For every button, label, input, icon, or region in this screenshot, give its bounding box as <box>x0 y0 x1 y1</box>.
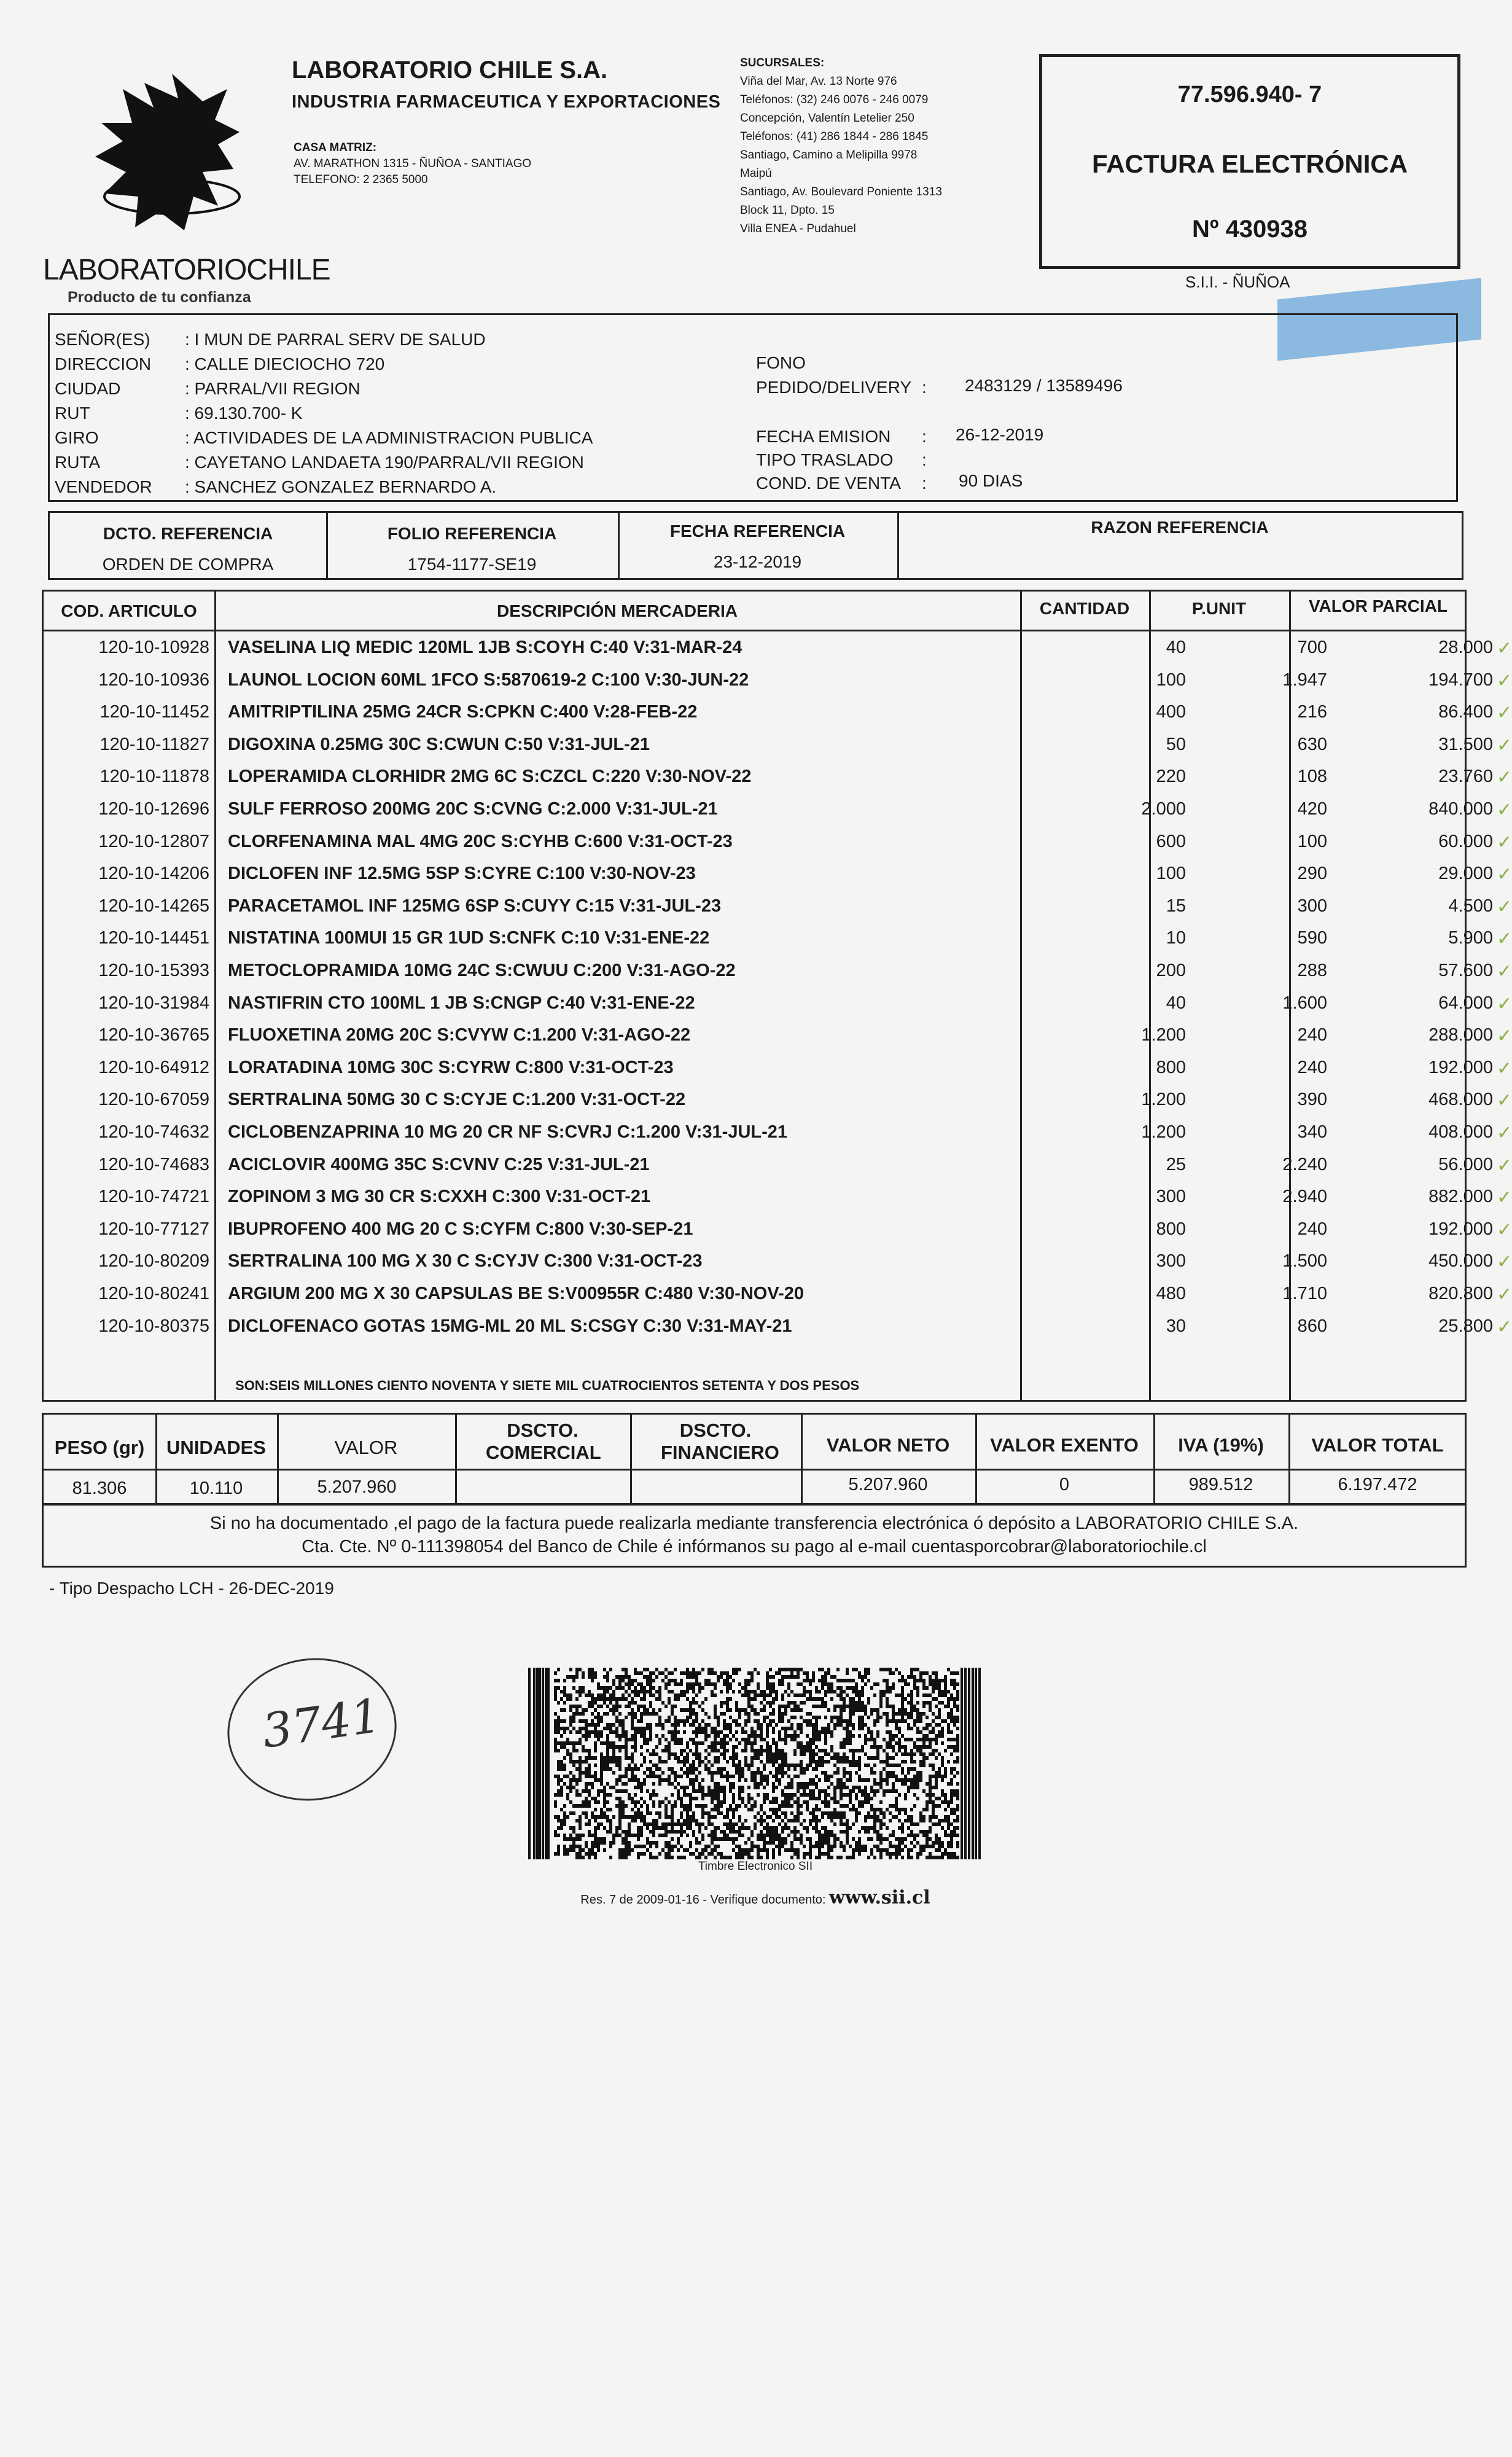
client-giro: : ACTIVIDADES DE LA ADMINISTRACION PUBLICA <box>185 428 593 447</box>
son-amount-words: SON:SEIS MILLONES CIENTO NOVENTA Y SIETE MIL CUATROCIENTOS SETENTA Y DOS PESOS <box>235 1378 860 1393</box>
item-partial-value: 288.000 <box>1428 1025 1493 1045</box>
item-unit-price: 240 <box>1297 1025 1327 1045</box>
tot-header-dscto-financiero: DSCTO. FINANCIERO <box>661 1420 779 1463</box>
check-mark-icon: ✓ <box>1497 1058 1512 1079</box>
tipo-despacho: - Tipo Despacho LCH - 26-DEC-2019 <box>49 1579 334 1598</box>
table-row <box>44 826 1512 857</box>
item-description: DICLOFEN INF 12.5MG 5SP S:CYRE C:100 V:30-NOV-23 <box>228 864 696 884</box>
client-city: : PARRAL/VII REGION <box>185 379 360 398</box>
pedido-colon: : <box>922 378 927 397</box>
item-unit-price: 288 <box>1297 961 1327 980</box>
invoice-number: Nº 430938 <box>1191 216 1308 243</box>
tot-header-valor-total: VALOR TOTAL <box>1311 1434 1444 1456</box>
col-header-punit: P.UNIT <box>1191 599 1247 618</box>
company-name: LABORATORIO CHILE S.A. <box>292 57 608 84</box>
griffin-logo-icon <box>86 64 258 236</box>
table-row <box>44 987 1512 1019</box>
document-title: FACTURA ELECTRÓNICA <box>1091 149 1408 178</box>
table-row <box>44 631 1512 663</box>
item-partial-value: 31.500 <box>1438 734 1493 754</box>
tot-unidades: 10.110 <box>189 1478 243 1498</box>
check-mark-icon: ✓ <box>1497 1155 1512 1176</box>
item-partial-value: 25.800 <box>1438 1316 1493 1336</box>
table-row <box>44 890 1512 922</box>
item-unit-price: 700 <box>1297 638 1327 657</box>
check-mark-icon: ✓ <box>1497 896 1512 917</box>
item-quantity: 40 <box>1166 638 1186 657</box>
check-mark-icon: ✓ <box>1497 1252 1512 1273</box>
sii-link[interactable]: www.sii.cl <box>829 1887 930 1908</box>
item-code: 120-10-74721 <box>98 1187 209 1207</box>
item-code: 120-10-74683 <box>98 1154 209 1174</box>
client-vendedor: : SANCHEZ GONZALEZ BERNARDO A. <box>185 477 497 496</box>
tot-header-unidades: UNIDADES <box>166 1437 266 1458</box>
table-row <box>44 760 1512 792</box>
sii-office: S.I.I. - ÑUÑOA <box>1185 273 1290 291</box>
item-quantity: 2.000 <box>1141 799 1186 819</box>
sucursal-line: Teléfonos: (32) 246 0076 - 246 0079 <box>740 93 929 106</box>
item-quantity: 1.200 <box>1141 1122 1186 1142</box>
item-partial-value: 64.000 <box>1438 993 1493 1013</box>
fono-label: FONO <box>756 353 806 372</box>
pdf417-barcode-icon <box>528 1668 983 1859</box>
client-label: GIRO <box>55 428 99 447</box>
company-subtitle: INDUSTRIA FARMACEUTICA Y EXPORTACIONES <box>292 92 721 112</box>
item-unit-price: 390 <box>1297 1090 1327 1110</box>
check-mark-icon: ✓ <box>1497 638 1512 658</box>
item-unit-price: 1.710 <box>1282 1284 1327 1303</box>
tot-valor-exento: 0 <box>1059 1475 1070 1494</box>
client-ruta: : CAYETANO LANDAETA 190/PARRAL/VII REGION <box>185 453 584 472</box>
col-header-valor-parcial: VALOR PARCIAL <box>1308 596 1448 615</box>
items-table <box>42 590 1512 1402</box>
handwritten-circle <box>218 1647 405 1811</box>
item-description: LORATADINA 10MG 30C S:CYRW C:800 V:31-OCT-23 <box>228 1057 674 1077</box>
item-description: AMITRIPTILINA 25MG 24CR S:CPKN C:400 V:28-FEB-22 <box>228 702 698 722</box>
item-quantity: 600 <box>1156 831 1186 851</box>
item-description: CLORFENAMINA MAL 4MG 20C S:CYHB C:600 V:31-OCT-23 <box>228 831 733 851</box>
check-mark-icon: ✓ <box>1497 993 1512 1014</box>
item-unit-price: 1.600 <box>1282 993 1327 1013</box>
item-code: 120-10-80375 <box>98 1316 209 1336</box>
tagline: Producto de tu confianza <box>68 289 251 306</box>
item-code: 120-10-77127 <box>98 1219 209 1239</box>
item-unit-price: 290 <box>1297 864 1327 884</box>
item-description: ZOPINOM 3 MG 30 CR S:CXXH C:300 V:31-OCT-21 <box>228 1187 651 1207</box>
check-mark-icon: ✓ <box>1497 1219 1512 1240</box>
sucursal-line: Block 11, Dpto. 15 <box>740 204 835 217</box>
table-row <box>44 1245 1512 1277</box>
tot-header-valor: VALOR <box>334 1437 398 1458</box>
item-code: 120-10-11827 <box>99 734 209 754</box>
fecha-colon: : <box>922 427 927 446</box>
check-mark-icon: ✓ <box>1497 800 1512 820</box>
item-unit-price: 340 <box>1297 1122 1327 1142</box>
tot-header-dscto-comercial: DSCTO. COMERCIAL <box>486 1420 601 1463</box>
client-values <box>185 327 799 499</box>
item-description: SERTRALINA 50MG 30 C S:CYJE C:1.200 V:31-OCT-22 <box>228 1090 686 1110</box>
tot-header-iva: IVA (19%) <box>1178 1434 1264 1456</box>
item-description: DICLOFENACO GOTAS 15MG-ML 20 ML S:CSGY C:30 V:31-MAY-21 <box>228 1316 792 1336</box>
item-description: FLUOXETINA 20MG 20C S:CVYW C:1.200 V:31-AGO-22 <box>228 1025 691 1045</box>
item-quantity: 400 <box>1156 702 1186 722</box>
client-box <box>48 313 1458 502</box>
item-quantity: 15 <box>1166 896 1186 916</box>
totals-table <box>42 1413 1467 1505</box>
matriz-label: CASA MATRIZ: <box>294 141 377 154</box>
table-row <box>44 1084 1512 1115</box>
sucursal-line: Santiago, Camino a Melipilla 9978 <box>740 149 918 162</box>
item-unit-price: 100 <box>1297 831 1327 851</box>
sucursal-line: Santiago, Av. Boulevard Poniente 1313 <box>740 186 942 198</box>
item-unit-price: 240 <box>1297 1057 1327 1077</box>
check-mark-icon: ✓ <box>1497 961 1512 982</box>
client-label: RUTA <box>55 453 101 472</box>
client-label: DIRECCION <box>55 354 152 373</box>
client-label: RUT <box>55 404 90 423</box>
table-row <box>44 1181 1512 1213</box>
check-mark-icon: ✓ <box>1497 1316 1512 1337</box>
check-mark-icon: ✓ <box>1497 832 1512 853</box>
item-quantity: 800 <box>1156 1057 1186 1077</box>
cond-venta-label: COND. DE VENTA <box>756 474 901 493</box>
payment-note-line: Cta. Cte. Nº 0-111398054 del Banco de Chile é infórmanos su pago al e-mail cuentasporcobrar@laboratoriochile.cl <box>302 1537 1207 1557</box>
timbre-barcode <box>528 1668 983 1859</box>
company-logo <box>86 64 258 236</box>
matriz-address: AV. MARATHON 1315 - ÑUÑOA - SANTIAGO <box>294 157 532 170</box>
item-quantity: 200 <box>1156 961 1186 980</box>
item-code: 120-10-80209 <box>98 1251 209 1271</box>
item-description: ACICLOVIR 400MG 35C S:CVNV C:25 V:31-JUL-21 <box>228 1154 650 1174</box>
table-row <box>44 857 1512 889</box>
item-description: NASTIFRIN CTO 100ML 1 JB S:CNGP C:40 V:31-ENE-22 <box>228 993 695 1013</box>
item-quantity: 30 <box>1166 1316 1186 1336</box>
item-quantity: 50 <box>1166 734 1186 754</box>
tot-header-peso: PESO (gr) <box>54 1437 145 1458</box>
client-rut: : 69.130.700- K <box>185 404 303 423</box>
client-label: CIUDAD <box>55 379 121 398</box>
item-unit-price: 108 <box>1297 767 1327 787</box>
item-code: 120-10-74632 <box>98 1122 209 1142</box>
item-unit-price: 420 <box>1297 799 1327 819</box>
item-partial-value: 86.400 <box>1438 702 1493 722</box>
client-address: : CALLE DIECIOCHO 720 <box>185 354 385 373</box>
timbre-label: Timbre Electronico SII <box>698 1860 813 1873</box>
item-partial-value: 60.000 <box>1438 831 1493 851</box>
table-row <box>44 1213 1512 1245</box>
item-description: SULF FERROSO 200MG 20C S:CVNG C:2.000 V:31-JUL-21 <box>228 799 718 819</box>
check-mark-icon: ✓ <box>1497 1123 1512 1143</box>
sucursal-line: Villa ENEA - Pudahuel <box>740 222 856 235</box>
check-mark-icon: ✓ <box>1497 767 1512 788</box>
item-unit-price: 590 <box>1297 928 1327 948</box>
client-name: : I MUN DE PARRAL SERV DE SALUD <box>185 330 486 349</box>
item-partial-value: 882.000 <box>1428 1187 1493 1207</box>
item-quantity: 220 <box>1156 767 1186 787</box>
item-unit-price: 216 <box>1297 702 1327 722</box>
table-row <box>44 1278 1512 1310</box>
item-code: 120-10-15393 <box>98 961 209 980</box>
matriz-phone: TELEFONO: 2 2365 5000 <box>294 173 428 186</box>
item-code: 120-10-64912 <box>98 1057 209 1077</box>
items-rows <box>44 631 1512 1356</box>
sucursales-block <box>740 54 1029 238</box>
item-unit-price: 300 <box>1297 896 1327 916</box>
item-description: SERTRALINA 100 MG X 30 C S:CYJV C:300 V:31-OCT-23 <box>228 1251 703 1271</box>
payment-note-box <box>42 1504 1467 1568</box>
item-quantity: 100 <box>1156 670 1186 690</box>
cond-venta-value: 90 DIAS <box>959 471 1023 490</box>
item-unit-price: 1.947 <box>1282 670 1327 690</box>
tot-header-valor-neto: VALOR NETO <box>826 1434 950 1456</box>
item-quantity: 10 <box>1166 928 1186 948</box>
invoice-id-box <box>1039 54 1460 269</box>
col-header-cantidad: CANTIDAD <box>1039 599 1130 618</box>
item-partial-value: 29.000 <box>1438 864 1493 884</box>
table-row <box>44 955 1512 986</box>
ref-dcto-value: ORDEN DE COMPRA <box>102 555 274 574</box>
check-mark-icon: ✓ <box>1497 1090 1512 1111</box>
item-quantity: 25 <box>1166 1154 1186 1174</box>
tipo-traslado-label: TIPO TRASLADO <box>756 450 894 469</box>
item-description: LAUNOL LOCION 60ML 1FCO S:5870619-2 C:100 V:30-JUN-22 <box>228 670 749 690</box>
timbre-resolution <box>528 1887 983 1908</box>
sucursal-line: SUCURSALES: <box>740 57 825 69</box>
item-unit-price: 240 <box>1297 1219 1327 1239</box>
item-code: 120-10-31984 <box>98 993 209 1013</box>
check-mark-icon: ✓ <box>1497 735 1512 756</box>
item-code: 120-10-14451 <box>98 928 209 948</box>
table-row <box>44 729 1512 760</box>
tot-header-valor-exento: VALOR EXENTO <box>990 1434 1139 1456</box>
item-partial-value: 450.000 <box>1428 1251 1493 1271</box>
item-quantity: 1.200 <box>1141 1090 1186 1110</box>
item-partial-value: 28.000 <box>1438 638 1493 657</box>
sucursal-line: Concepción, Valentín Letelier 250 <box>740 112 914 125</box>
item-partial-value: 820.800 <box>1428 1284 1493 1303</box>
item-code: 120-10-10928 <box>98 638 209 657</box>
tot-valor-neto: 5.207.960 <box>848 1475 928 1494</box>
fecha-emision-value: 26-12-2019 <box>956 425 1044 444</box>
item-description: LOPERAMIDA CLORHIDR 2MG 6C S:CZCL C:220 V:30-NOV-22 <box>228 767 752 787</box>
check-mark-icon: ✓ <box>1497 1284 1512 1305</box>
ref-folio-value: 1754-1177-SE19 <box>407 555 537 574</box>
pedido-value: 2483129 / 13589496 <box>965 376 1123 395</box>
check-mark-icon: ✓ <box>1497 864 1512 885</box>
reference-box <box>48 511 1463 580</box>
item-description: CICLOBENZAPRINA 10 MG 20 CR NF S:CVRJ C:1.200 V:31-JUL-21 <box>228 1122 788 1142</box>
sucursal-line: Teléfonos: (41) 286 1844 - 286 1845 <box>740 130 929 143</box>
cond-colon: : <box>922 474 927 493</box>
item-description: NISTATINA 100MUI 15 GR 1UD S:CNFK C:10 V:31-ENE-22 <box>228 928 710 948</box>
table-row <box>44 664 1512 696</box>
item-description: METOCLOPRAMIDA 10MG 24C S:CWUU C:200 V:31-AGO-22 <box>228 961 736 980</box>
tot-valor: 5.207.960 <box>317 1477 397 1497</box>
item-partial-value: 23.760 <box>1438 767 1493 787</box>
table-row <box>44 1149 1512 1181</box>
item-quantity: 100 <box>1156 864 1186 884</box>
item-description: PARACETAMOL INF 125MG 6SP S:CUYY C:15 V:31-JUL-23 <box>228 896 722 916</box>
ref-header-fecha: FECHA REFERENCIA <box>669 521 846 541</box>
ref-header-razon: RAZON REFERENCIA <box>1091 518 1269 537</box>
fecha-emision-label: FECHA EMISION <box>756 427 891 446</box>
item-description: IBUPROFENO 400 MG 20 C S:CYFM C:800 V:30-SEP-21 <box>228 1219 693 1239</box>
item-unit-price: 630 <box>1297 734 1327 754</box>
item-quantity: 800 <box>1156 1219 1186 1239</box>
issuer-rut: 77.596.940- 7 <box>1177 82 1322 107</box>
table-row <box>44 696 1512 728</box>
item-code: 120-10-14265 <box>98 896 209 916</box>
sucursal-line: Maipú <box>740 167 772 180</box>
item-partial-value: 192.000 <box>1428 1219 1493 1239</box>
item-description: VASELINA LIQ MEDIC 120ML 1JB S:COYH C:40 V:31-MAR-24 <box>228 638 742 657</box>
ref-header-dcto: DCTO. REFERENCIA <box>103 524 273 543</box>
ref-header-folio: FOLIO REFERENCIA <box>387 524 557 543</box>
tot-valor-total: 6.197.472 <box>1338 1475 1417 1494</box>
traslado-colon: : <box>922 450 927 469</box>
tot-peso: 81.306 <box>72 1478 127 1498</box>
tot-iva: 989.512 <box>1188 1475 1253 1494</box>
item-quantity: 300 <box>1156 1251 1186 1271</box>
table-row <box>44 1019 1512 1051</box>
check-mark-icon: ✓ <box>1497 1187 1512 1208</box>
item-quantity: 300 <box>1156 1187 1186 1207</box>
col-header-desc: DESCRIPCIÓN MERCADERIA <box>496 601 738 620</box>
timbre-res-text: Res. 7 de 2009-01-16 - Verifique documento: <box>580 1893 826 1907</box>
check-mark-icon: ✓ <box>1497 703 1512 724</box>
item-partial-value: 192.000 <box>1428 1057 1493 1077</box>
client-label: SEÑOR(ES) <box>55 330 150 349</box>
client-labels <box>55 327 202 499</box>
item-unit-price: 1.500 <box>1282 1251 1327 1271</box>
item-code: 120-10-80241 <box>98 1284 209 1303</box>
table-row <box>44 922 1512 954</box>
item-description: DIGOXINA 0.25MG 30C S:CWUN C:50 V:31-JUL-21 <box>228 734 650 754</box>
item-quantity: 40 <box>1166 993 1186 1013</box>
item-partial-value: 408.000 <box>1428 1122 1493 1142</box>
item-code: 120-10-11452 <box>99 702 209 722</box>
col-header-cod: COD. ARTICULO <box>61 601 197 620</box>
table-row <box>44 1116 1512 1148</box>
item-code: 120-10-12807 <box>98 831 209 851</box>
ref-fecha-value: 23-12-2019 <box>713 552 802 571</box>
item-partial-value: 4.500 <box>1448 896 1493 916</box>
check-mark-icon: ✓ <box>1497 929 1512 950</box>
item-partial-value: 5.900 <box>1448 928 1493 948</box>
item-partial-value: 56.000 <box>1438 1154 1493 1174</box>
check-mark-icon: ✓ <box>1497 670 1512 691</box>
item-unit-price: 2.240 <box>1282 1154 1327 1174</box>
item-description: ARGIUM 200 MG X 30 CAPSULAS BE S:V00955R C:480 V:30-NOV-20 <box>228 1284 804 1303</box>
table-row <box>44 1052 1512 1084</box>
sucursal-line: Viña del Mar, Av. 13 Norte 976 <box>740 75 897 88</box>
item-code: 120-10-12696 <box>98 799 209 819</box>
item-partial-value: 468.000 <box>1428 1090 1493 1110</box>
item-code: 120-10-10936 <box>98 670 209 690</box>
item-partial-value: 840.000 <box>1428 799 1493 819</box>
item-code: 120-10-11878 <box>99 767 209 787</box>
item-code: 120-10-36765 <box>98 1025 209 1045</box>
item-code: 120-10-67059 <box>98 1090 209 1110</box>
payment-note-line: Si no ha documentado ,el pago de la factura puede realizarla mediante transferencia electrónica ó depósito a LABORATORIO CHILE S.A. <box>209 1514 1299 1533</box>
logo-wordmark: LABORATORIOCHILE <box>43 254 330 286</box>
item-code: 120-10-14206 <box>98 864 209 884</box>
item-unit-price: 860 <box>1297 1316 1327 1336</box>
item-partial-value: 194.700 <box>1428 670 1493 690</box>
item-partial-value: 57.600 <box>1438 961 1493 980</box>
client-label: VENDEDOR <box>55 477 152 496</box>
table-row <box>44 793 1512 825</box>
item-unit-price: 2.940 <box>1282 1187 1327 1207</box>
check-mark-icon: ✓ <box>1497 1026 1512 1047</box>
handwritten-number: 3741 <box>259 1687 384 1759</box>
item-quantity: 480 <box>1156 1284 1186 1303</box>
item-quantity: 1.200 <box>1141 1025 1186 1045</box>
matriz-block <box>294 140 531 188</box>
table-row <box>44 1310 1512 1342</box>
pedido-label: PEDIDO/DELIVERY <box>756 378 912 397</box>
